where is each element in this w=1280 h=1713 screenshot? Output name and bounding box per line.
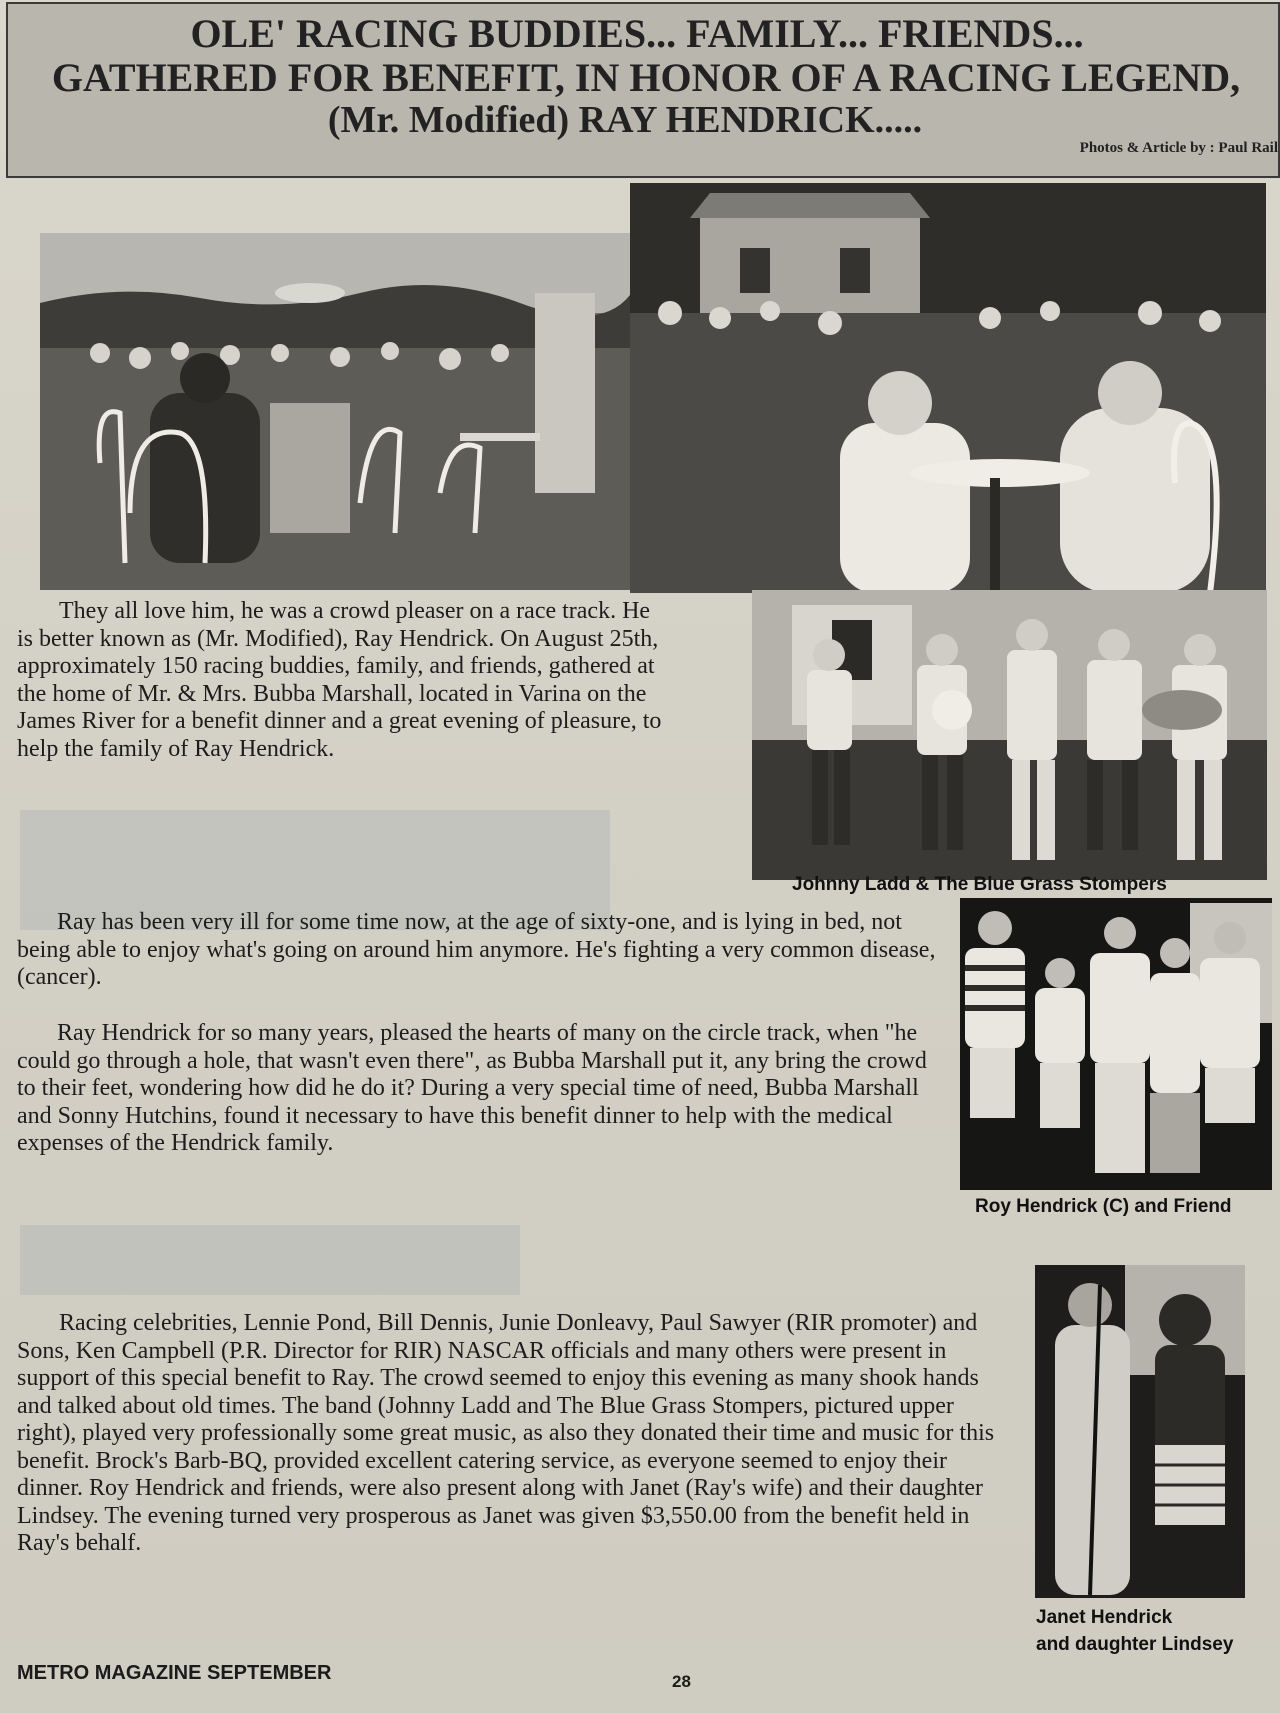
publication-footer: METRO MAGAZINE SEPTEMBER — [17, 1662, 332, 1684]
band-photo-caption: Johnny Ladd & The Blue Grass Stompers — [792, 874, 1167, 895]
headline-line-1: OLE' RACING BUDDIES... FAMILY... FRIENDS... — [190, 11, 1084, 56]
article-paragraph-4: Racing celebrities, Lennie Pond, Bill Dennis, Junie Donleavy, Paul Sawyer (RIR promoter) and Sons, Ken Campbell (P.R. Director for RIR) NASCAR officials and many others were present in support of this special benefit to Ray. The crowd seemed to enjoy this evening as many shook hands and talked about old times. The band (Johnny Ladd and The Blue Grass Stompers, pictured upper right), played very professionally some great music, as also they donated their time and music for this benefit. Brock's Barb-BQ, provided excellent catering service, as everyone seemed to enjoy their dinner. Roy Hendrick and friends, were also present along with Janet (Ray's wife) and their daughter Lindsey. The evening turned very prosperous as Janet was given $3,550.00 from the benefit held in Ray's behalf. — [17, 1310, 995, 1556]
page-number: 28 — [672, 1672, 691, 1691]
family-photo-caption-line-2: and daughter Lindsey — [1036, 1634, 1234, 1655]
family-photo-caption-line-1: Janet Hendrick — [1036, 1607, 1173, 1628]
friends-photo-caption: Roy Hendrick (C) and Friend — [975, 1196, 1232, 1217]
article-paragraph-3: Ray Hendrick for so many years, pleased the hearts of many on the circle track, when "he could go through a hole, that wasn't even there", as Bubba Marshall put it, any bring the crowd to their feet, wondering how did he do it? During a very special time of need, Bubba Marshall and Sonny Hutchins, found it necessary to have this benefit dinner to help with the medical expenses of the Hendrick family. — [17, 1020, 927, 1156]
party-table-photo — [630, 183, 1266, 593]
band-photo — [752, 590, 1267, 880]
article-paragraph-2: Ray has been very ill for some time now, at the age of sixty-one, and is lying in bed, not being able to enjoy what's going on around him anymore. He's fighting a very common disease, (cancer). — [17, 909, 936, 990]
article-paragraph-1: They all love him, he was a crowd pleaser on a race track. He is better known as (Mr. Modified), Ray Hendrick. On August 25th, approximately 150 racing buddies, family, and friends, gathered at the home of Mr. & Mrs. Bubba Marshall, located in Varina on the James River for a benefit dinner and a great evening of pleasure, to help the family of Ray Hendrick. — [17, 598, 662, 762]
headline-line-2: GATHERED FOR BENEFIT, IN HONOR OF A RACING LEGEND, — [51, 55, 1241, 100]
party-lawn-photo — [40, 233, 630, 590]
headline-line-3: (Mr. Modified) RAY HENDRICK..... — [327, 99, 923, 141]
bleed-through-shadow — [20, 1225, 520, 1295]
byline: Photos & Article by : Paul Rail — [1079, 140, 1278, 156]
friends-photo — [960, 898, 1272, 1190]
family-photo — [1035, 1265, 1245, 1598]
